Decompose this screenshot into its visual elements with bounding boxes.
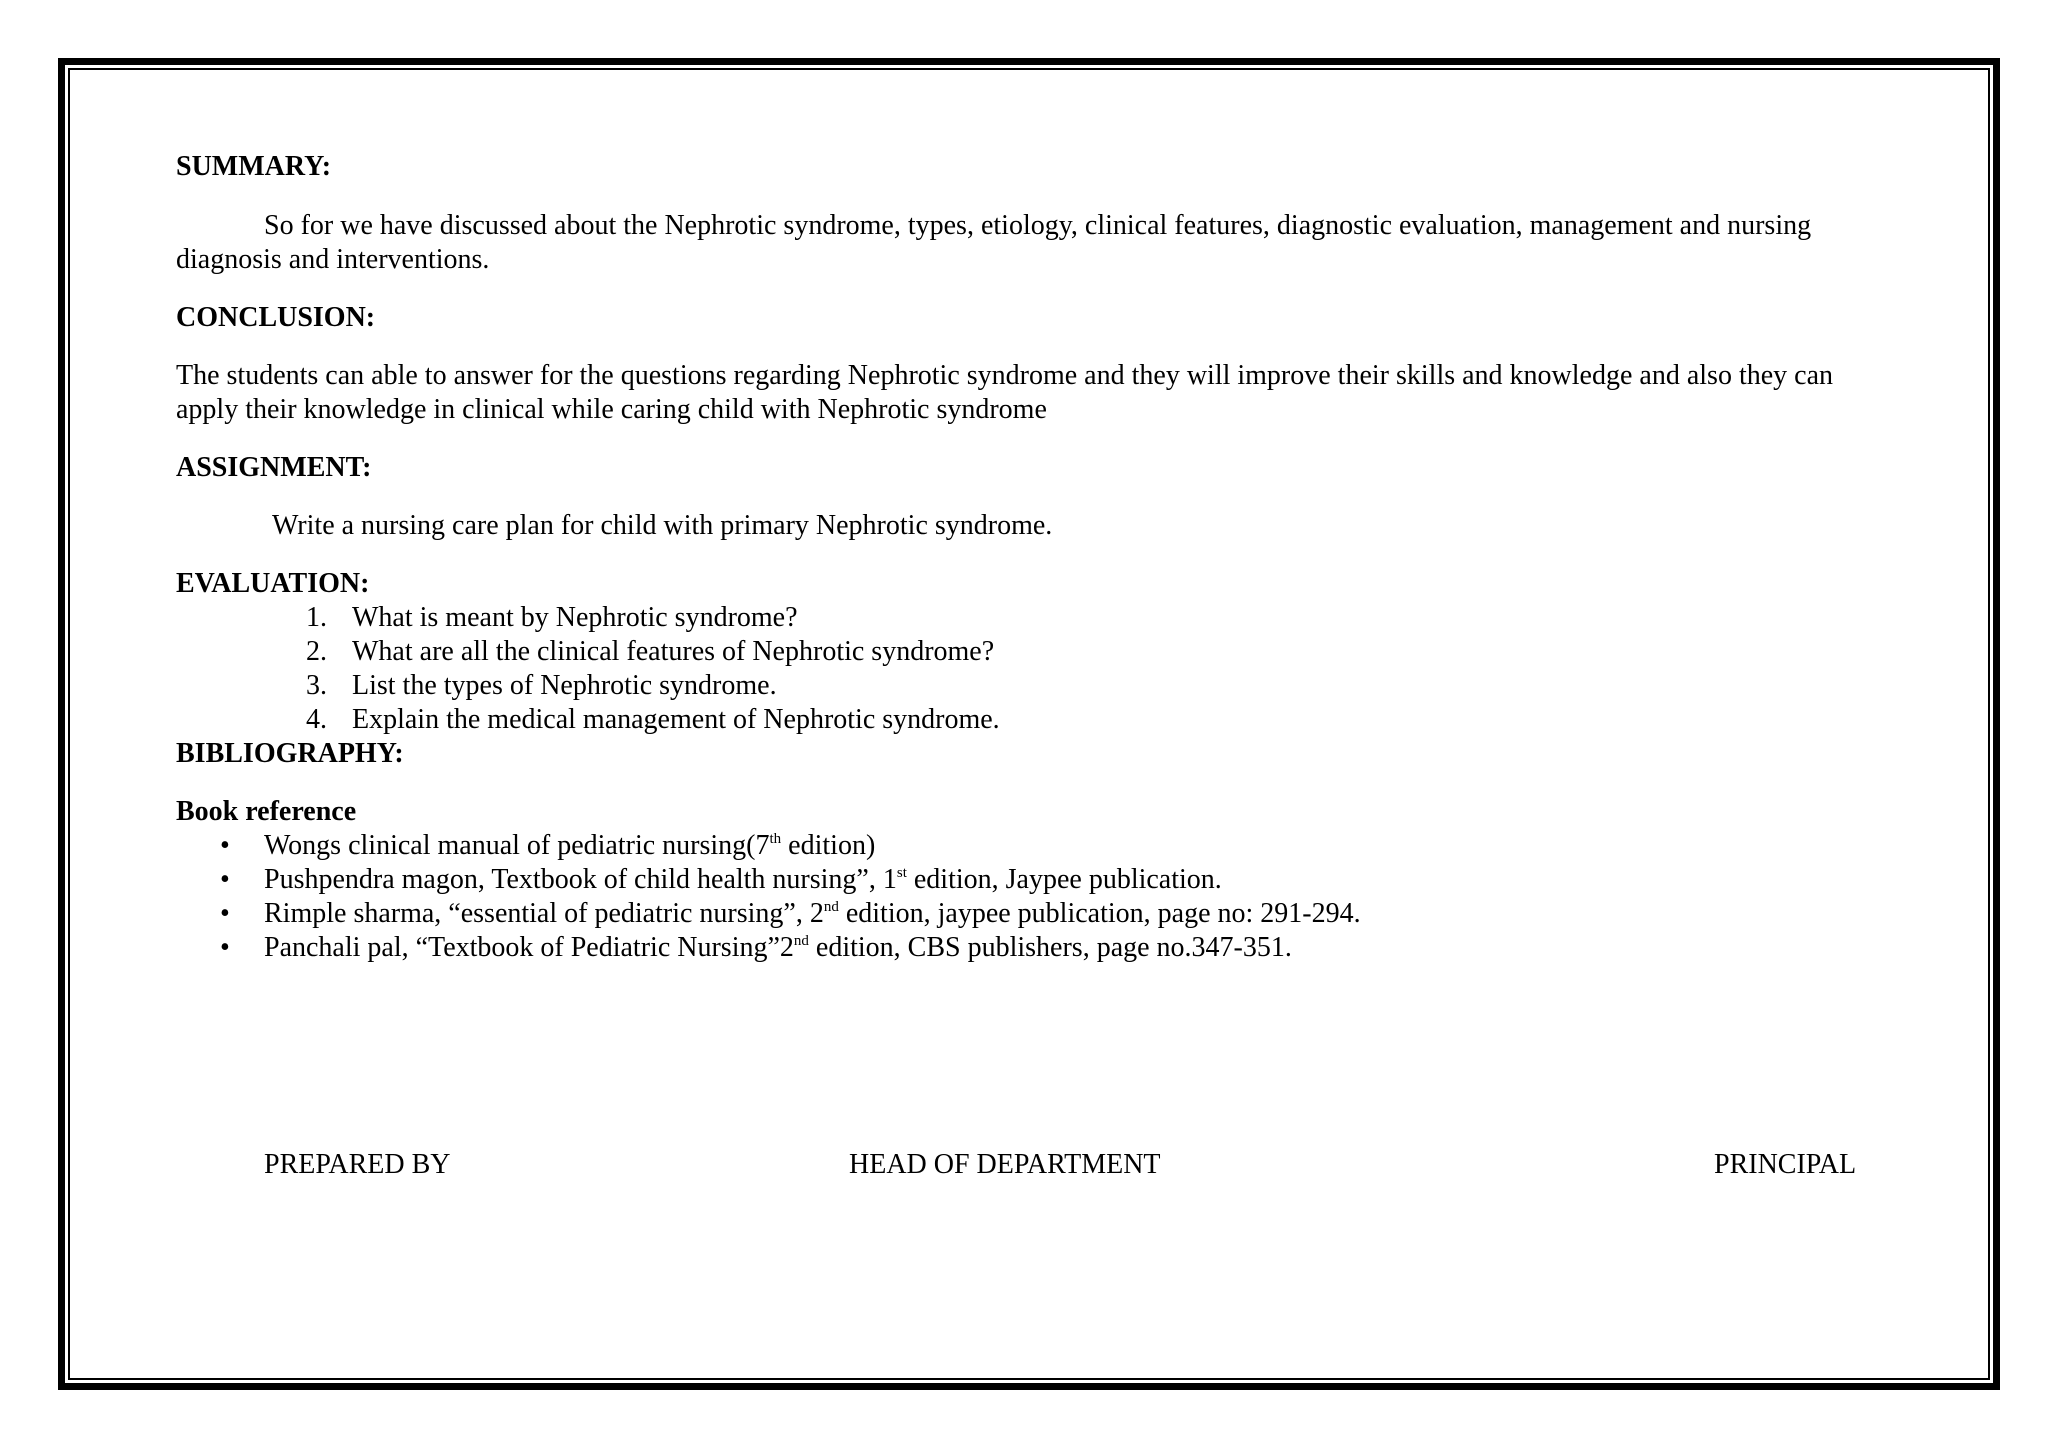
evaluation-question bbox=[176, 703, 1876, 737]
book-text-start: Pushpendra magon, Textbook of child health nursing”, 1 bbox=[264, 864, 897, 895]
bullet-icon: • bbox=[220, 830, 230, 861]
book-reference bbox=[176, 897, 1876, 931]
question-text: List the types of Nephrotic syndrome. bbox=[352, 670, 777, 701]
evaluation-question bbox=[176, 601, 1876, 635]
bullet-icon: • bbox=[220, 864, 230, 895]
bullet-icon: • bbox=[220, 932, 230, 963]
book-reference-list bbox=[176, 829, 1876, 965]
question-number: 4. bbox=[306, 704, 327, 735]
conclusion-text: The students can able to answer for the questions regarding Nephrotic syndrome and they will improve their skills and knowledge and also they can apply their knowledge in clinical while caring child with Nephrotic syndrome bbox=[176, 360, 1834, 425]
evaluation-question-list bbox=[176, 601, 1876, 737]
question-number: 2. bbox=[306, 636, 327, 667]
conclusion-heading: CONCLUSION: bbox=[176, 302, 376, 333]
question-text: Explain the medical management of Nephrotic syndrome. bbox=[352, 704, 1000, 735]
ordinal-suffix: th bbox=[769, 831, 782, 847]
assignment-text: Write a nursing care plan for child with primary Nephrotic syndrome. bbox=[272, 510, 1053, 541]
book-text-start: Rimple sharma, “essential of pediatric nursing”, 2 bbox=[264, 898, 824, 929]
question-number: 3. bbox=[306, 670, 327, 701]
question-number: 1. bbox=[306, 602, 327, 633]
summary-heading: SUMMARY: bbox=[176, 151, 332, 182]
book-reference-subheading: Book reference bbox=[176, 796, 357, 827]
book-text-end: edition, Jaypee publication. bbox=[906, 864, 1222, 895]
evaluation-question bbox=[176, 635, 1876, 669]
summary-text: So for we have discussed about the Nephrotic syndrome, types, etiology, clinical features, diagnostic evaluation, management and nursing diagnosis and interventions. bbox=[176, 210, 1812, 275]
book-text-start: Wongs clinical manual of pediatric nursing(7 bbox=[264, 830, 770, 861]
ordinal-suffix: st bbox=[896, 865, 907, 881]
book-text-end: edition, jaypee publication, page no: 291-294. bbox=[838, 898, 1361, 929]
evaluation-question bbox=[176, 669, 1876, 703]
book-reference bbox=[176, 829, 1876, 863]
evaluation-heading: EVALUATION: bbox=[176, 568, 370, 599]
book-text-end: edition) bbox=[781, 830, 876, 861]
bibliography-heading: BIBLIOGRAPHY: bbox=[176, 738, 404, 769]
bullet-icon: • bbox=[220, 898, 230, 929]
ordinal-suffix: nd bbox=[793, 933, 809, 949]
question-text: What are all the clinical features of Nephrotic syndrome? bbox=[352, 636, 995, 667]
book-text-start: Panchali pal, “Textbook of Pediatric Nursing”2 bbox=[264, 932, 794, 963]
assignment-heading: ASSIGNMENT: bbox=[176, 452, 372, 483]
prepared-by-signature: PREPARED BY bbox=[264, 1149, 451, 1180]
document-body bbox=[176, 150, 1876, 965]
head-of-department-signature: HEAD OF DEPARTMENT bbox=[849, 1149, 1161, 1180]
book-text-end: edition, CBS publishers, page no.347-351. bbox=[808, 932, 1292, 963]
ordinal-suffix: nd bbox=[823, 899, 839, 915]
principal-signature: PRINCIPAL bbox=[1714, 1149, 1857, 1180]
book-reference bbox=[176, 863, 1876, 897]
book-reference bbox=[176, 931, 1876, 965]
question-text: What is meant by Nephrotic syndrome? bbox=[352, 602, 798, 633]
